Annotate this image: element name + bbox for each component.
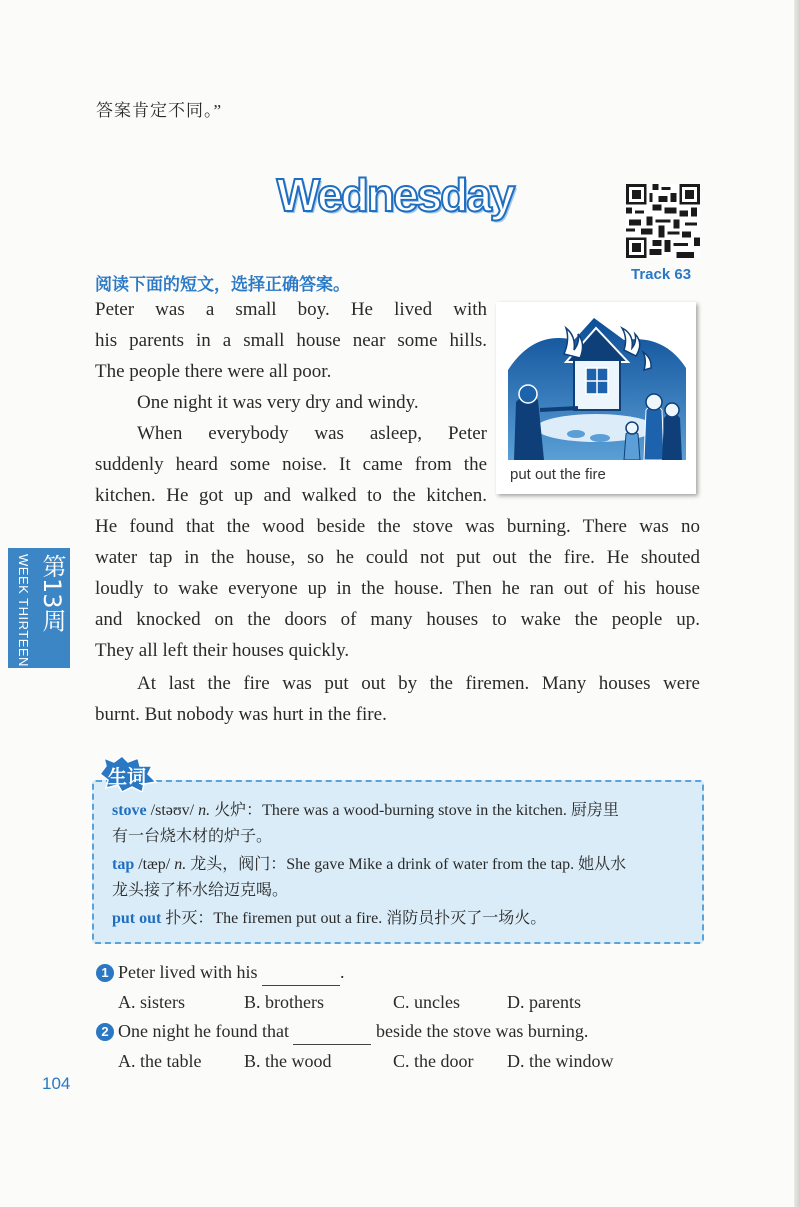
answer-blank[interactable] [262, 964, 340, 986]
passage-line: burnt. But nobody was hurt in the fire. [95, 704, 387, 725]
vocab-meaning: 龙头，阀门 [190, 856, 271, 873]
question-text-end: beside the stove was burning. [375, 1021, 589, 1041]
question-text: Peter lived with his [118, 962, 258, 982]
question-2 [96, 1021, 588, 1045]
question-number-badge: 2 [96, 1023, 114, 1041]
paragraph-2: One night it was very dry and windy. [137, 392, 419, 413]
passage-line: He found that the wood beside the stove was burning. There was no [95, 516, 700, 537]
track-label: Track 63 [631, 266, 692, 283]
vocab-phonetic: /stəʊv/ [150, 802, 195, 819]
passage-line: water tap in the house, so he could not put out the fire. He shouted [95, 547, 700, 568]
option-d[interactable]: D. parents [507, 992, 581, 1012]
passage-line: loudly to wake everyone up in the house. Then he ran out of his house [95, 578, 700, 599]
week-label-cn: 第13周 [38, 554, 66, 633]
week-label-en: WEEK THIRTEEN [16, 554, 31, 667]
paragraph-1 [95, 294, 487, 387]
passage-line: his parents in a small house near some hills. [95, 330, 487, 351]
paragraph-3-rest [95, 511, 700, 666]
vocab-term: tap [112, 856, 135, 873]
vocab-entry-tap [112, 852, 626, 878]
page-number: 104 [42, 1074, 71, 1093]
house-fire-illustration [504, 310, 688, 460]
answer-blank[interactable] [293, 1023, 371, 1045]
passage-line: When everybody was asleep, Peter [137, 423, 487, 444]
question-text-end: . [339, 962, 345, 982]
question-text: One night he found that [118, 1021, 289, 1041]
passage-line: and knocked on the doors of many houses to wake the people up. [95, 609, 700, 630]
reading-instruction: 阅读下面的短文，选择正确答案。 [95, 275, 350, 295]
qr-code-icon[interactable] [626, 184, 700, 258]
vocab-pos: n. [174, 856, 187, 873]
vocab-entry-put-out [112, 906, 546, 932]
illustration-caption: put out the fire [510, 466, 606, 483]
question-number-badge: 1 [96, 964, 114, 982]
story-illustration [496, 302, 696, 494]
option-c[interactable]: C. the door [393, 1051, 474, 1071]
passage-line: The people there were all poor. [95, 361, 332, 382]
vocab-phonetic: /tæp/ [138, 856, 171, 873]
vocab-term: put out [112, 910, 162, 927]
vocab-example: ：She gave Mike a drink of water from the tap. 她从水 [270, 856, 627, 873]
vocab-example-cont: 有一台烧木材的炉子。 [112, 828, 273, 845]
week-side-tab [8, 548, 70, 668]
option-a[interactable]: A. the table [118, 1051, 202, 1071]
option-a[interactable]: A. sisters [118, 992, 185, 1012]
vocab-term: stove [112, 802, 147, 819]
vocab-example-cont: 龙头接了杯水给迈克喝。 [112, 882, 289, 899]
option-d[interactable]: D. the window [507, 1051, 614, 1071]
previous-text-ending: 答案肯定不同。” [96, 101, 223, 120]
option-b[interactable]: B. brothers [244, 992, 324, 1012]
passage-line: They all left their houses quickly. [95, 640, 350, 661]
passage-line: At last the fire was put out by the firemen. Many houses were [137, 673, 700, 694]
vocab-entry-stove [112, 798, 619, 824]
paragraph-4 [95, 668, 700, 730]
page-edge [794, 0, 800, 1207]
option-c[interactable]: C. uncles [393, 992, 460, 1012]
vocab-pos: n. [198, 802, 211, 819]
option-b[interactable]: B. the wood [244, 1051, 332, 1071]
page-title: Wednesday [276, 169, 514, 221]
passage-line: Peter was a small boy. He lived with [95, 299, 487, 320]
question-1 [96, 962, 344, 986]
passage-line: suddenly heard some noise. It came from the [95, 454, 487, 475]
vocab-meaning: 扑灭 [165, 910, 198, 927]
vocabulary-tag-label: 生词 [108, 766, 147, 788]
vocab-example: ：There was a wood-burning stove in the kitchen. 厨房里 [246, 802, 619, 819]
passage-line: kitchen. He got up and walked to the kitchen. [95, 485, 487, 506]
vocab-example: ：The firemen put out a fire. 消防员扑灭了一场火。 [197, 910, 547, 927]
paragraph-3-top [95, 418, 487, 511]
vocab-meaning: 火炉 [214, 802, 247, 819]
vocabulary-tag [96, 756, 158, 792]
